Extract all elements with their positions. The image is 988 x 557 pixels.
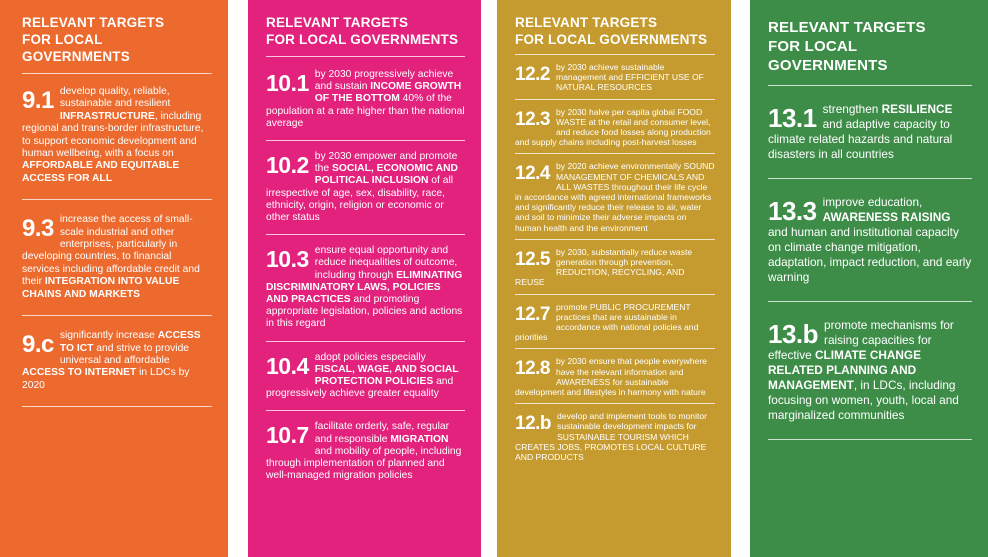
panel-title: RELEVANT TARGETS FOR LOCAL GOVERNMENTS [768,19,926,74]
target-item [22,315,212,407]
target-number: 12.7 [515,303,550,325]
target-number: 9.1 [22,87,54,114]
target-item [768,301,972,440]
target-item [266,234,465,340]
target-number: 12.4 [515,163,550,185]
target-item [515,239,715,294]
target-item [266,410,465,490]
target-number: 13.b [768,319,819,349]
target-number: 10.7 [266,422,309,449]
target-number: 12.b [515,413,552,435]
target-text: by 2030 ensure that people everywhere have the relevant information and AWARENESS for sustainable development and lifestyles in harmony with nature [515,356,707,398]
target-number: 9.3 [22,215,54,243]
target-text: promote PUBLIC PROCUREMENT practices that are sustainable in accordance with national policies and priorities [515,301,699,343]
target-text: by 2030 progressively achieve and sustain INCOME GROWTH OF THE BOTTOM 40% of the population at a rate higher than the national average [266,69,465,129]
target-text: adopt policies especially FISCAL, WAGE, AND SOCIAL PROTECTION POLICIES and progressively achieve greater equality [266,351,459,400]
target-text: significantly increase ACCESS TO ICT and strive to provide universal and affordable ACCESS TO INTERNET in LDCs by 2020 [22,330,201,391]
panel-title: RELEVANT TARGETS FOR LOCAL GOVERNMENTS [22,15,165,64]
target-text: by 2030, substantially reduce waste generation through prevention, REDUCTION, RECYCLING, AND REUSE [515,246,693,288]
target-item [515,348,715,403]
panel-title: RELEVANT TARGETS FOR LOCAL GOVERNMENTS [515,15,708,47]
goal-12-panel [497,0,731,557]
target-item [515,294,715,349]
target-item [515,99,715,154]
panel-title: RELEVANT TARGETS FOR LOCAL GOVERNMENTS [266,15,459,47]
target-number: 10.3 [266,246,309,273]
target-item [515,403,715,466]
target-item [266,56,465,140]
target-text: improve education, AWARENESS RAISING and human and institutional capacity on climate change mitigation, adaptation, impact reduction, and early warning [768,195,972,284]
target-number: 12.2 [515,64,550,85]
target-number: 10.2 [266,152,309,179]
target-text: by 2030 achieve sustainable management and EFFICIENT USE OF NATURAL RESOURCES [555,62,704,93]
target-text: by 2020 achieve environmentally SOUND MANAGEMENT OF CHEMICALS AND ALL WASTES throughout their life cycle in accordance with agreed international frameworks and significantly reduce their release to air, water and soil to minimize their adverse impacts on human health and the environment [515,161,715,233]
target-text: strengthen RESILIENCE and adaptive capacity to climate related hazards and natural disasters in all countries [768,102,953,161]
target-item [515,153,715,238]
target-item [515,54,715,99]
target-item [768,178,972,301]
target-text: develop and implement tools to monitor sustainable development impacts for SUSTAINABLE TOURISM WHICH CREATES JOBS, PROMOTES LOCAL CULTURE AND PRODUCTS [515,411,708,463]
target-item [768,85,972,178]
target-text: by 2030 empower and promote the SOCIAL, ECONOMIC AND POLITICAL INCLUSION of all irrespective of age, sex, disability, race, ethnicity, origin, religion or economic or other status [266,151,458,224]
target-item [22,73,212,199]
goal-13-panel [750,0,988,557]
target-number: 12.8 [515,358,550,380]
target-text: by 2030 halve per capita global FOOD WASTE at the retail and consumer level, and reduce food losses along production and supply chains including post-harvest losses [515,106,711,148]
target-number: 12.5 [515,248,550,270]
target-number: 13.1 [768,103,817,133]
goal-9-panel [0,0,228,557]
target-text: ensure equal opportunity and reduce inequalities of outcome, including through ELIMINATING DISCRIMINATORY LAWS, POLICIES AND PRACTICES and promoting appropriate legislation, policies and actions in this regard [266,245,463,330]
target-number: 10.4 [266,352,309,379]
target-text: increase the access of small-scale industrial and other enterprises, particularly in developing countries, to financial services including affordable credit and their INTEGRATION INTO VALUE CHAINS AND MARKETS [22,214,200,300]
target-item [266,341,465,411]
target-number: 13.3 [768,196,817,226]
target-number: 9.c [22,331,54,359]
target-item [266,140,465,234]
target-number: 10.1 [266,70,309,96]
target-item [22,199,212,315]
target-text: facilitate orderly, safe, regular and responsible MIGRATION and mobility of people, including through implementation of planned and well-managed migration policies [266,421,462,482]
target-text: promote mechanisms for raising capacities for effective CLIMATE CHANGE RELATED PLANNING AND MANAGEMENT, in LDCs, including focusing on women, youth, local and marginalized communities [768,318,959,422]
target-text: develop quality, reliable, sustainable and resilient INFRASTRUCTURE, including regional and trans-border infrastructure, to support economic development and human wellbeing, with a focus on AFFORDABLE AND EQUITABLE ACCESS FOR ALL [22,86,204,184]
target-number: 12.3 [515,108,550,130]
goal-10-panel [248,0,481,557]
